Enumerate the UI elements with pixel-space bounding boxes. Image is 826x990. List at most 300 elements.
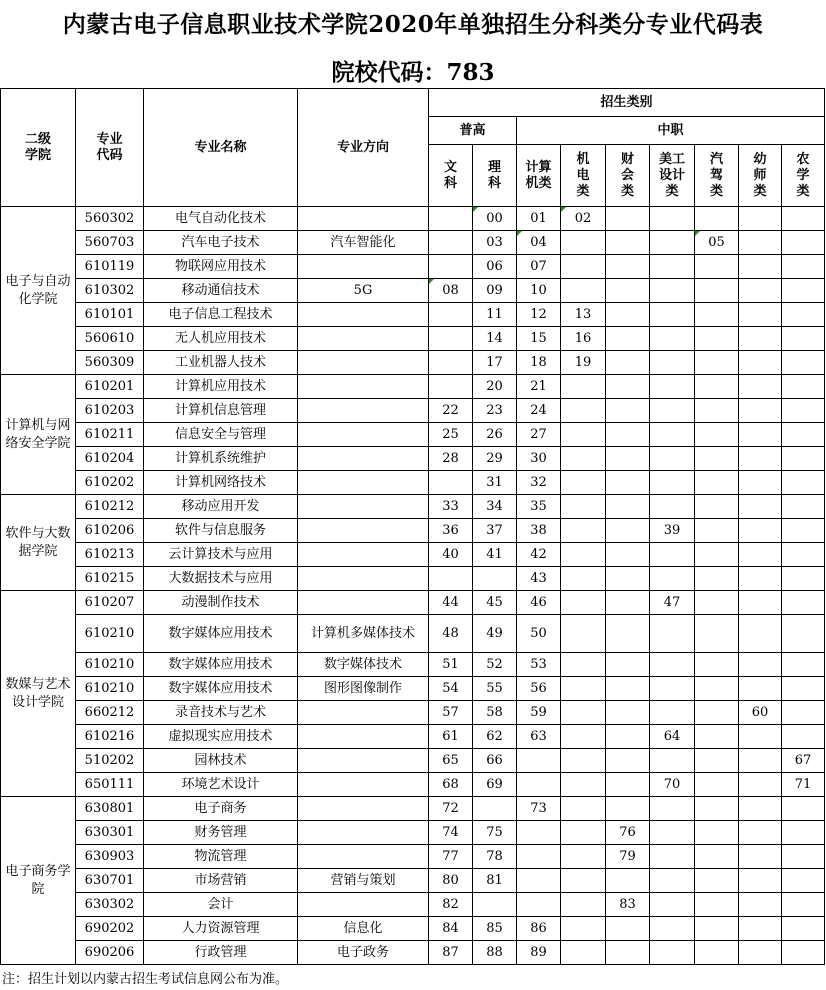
category-code-cell-nx xyxy=(782,615,825,653)
header-jidian: 机电类 xyxy=(561,145,606,207)
category-code-cell-jd xyxy=(561,869,606,893)
category-code-cell-mg xyxy=(650,495,695,519)
category-code-cell-jd: 19 xyxy=(561,351,606,375)
category-code-cell-ck xyxy=(606,471,650,495)
header-name: 专业名称 xyxy=(144,89,298,207)
category-code-cell-jd xyxy=(561,543,606,567)
header-college: 二级学院 xyxy=(1,89,76,207)
category-code-cell-lk: 78 xyxy=(473,845,517,869)
major-name-cell: 财务管理 xyxy=(144,821,298,845)
category-code-cell-jsj: 15 xyxy=(517,327,561,351)
header-zhongzhi: 中职 xyxy=(517,117,825,145)
major-direction-cell xyxy=(298,845,429,869)
major-code-cell: 630701 xyxy=(76,869,144,893)
category-code-cell-qj xyxy=(695,797,739,821)
category-code-cell-jd xyxy=(561,821,606,845)
major-code-cell: 610213 xyxy=(76,543,144,567)
major-direction-cell xyxy=(298,447,429,471)
college-cell: 计算机与网络安全学院 xyxy=(1,375,76,495)
category-code-cell-wk: 74 xyxy=(429,821,473,845)
category-code-cell-ys xyxy=(739,375,782,399)
table-row xyxy=(1,749,825,773)
category-code-cell-ck xyxy=(606,917,650,941)
table-row xyxy=(1,701,825,725)
category-code-cell-ys xyxy=(739,279,782,303)
category-code-cell-nx xyxy=(782,591,825,615)
major-name-cell: 数字媒体应用技术 xyxy=(144,677,298,701)
major-direction-cell xyxy=(298,773,429,797)
category-code-cell-jsj xyxy=(517,845,561,869)
category-code-cell-wk: 77 xyxy=(429,845,473,869)
category-code-cell-mg xyxy=(650,869,695,893)
category-code-cell-jd: 16 xyxy=(561,327,606,351)
category-code-cell-jsj: 24 xyxy=(517,399,561,423)
college-cell: 数媒与艺术设计学院 xyxy=(1,591,76,797)
category-code-cell-wk: 48 xyxy=(429,615,473,653)
category-code-cell-mg xyxy=(650,471,695,495)
category-code-cell-jd xyxy=(561,941,606,965)
footnote: 注：招生计划以内蒙古招生考试信息网公布为准。 xyxy=(2,972,289,987)
category-code-cell-wk xyxy=(429,207,473,231)
table-row xyxy=(1,207,825,231)
major-name-cell: 计算机系统维护 xyxy=(144,447,298,471)
category-code-cell-ck xyxy=(606,327,650,351)
category-code-cell-mg xyxy=(650,797,695,821)
major-name-cell: 录音技术与艺术 xyxy=(144,701,298,725)
category-code-cell-lk: 75 xyxy=(473,821,517,845)
category-code-cell-jsj: 86 xyxy=(517,917,561,941)
major-name-cell: 环境艺术设计 xyxy=(144,773,298,797)
category-code-cell-ck xyxy=(606,653,650,677)
category-code-cell-nx xyxy=(782,701,825,725)
category-code-cell-nx xyxy=(782,207,825,231)
major-code-cell: 610206 xyxy=(76,519,144,543)
category-code-cell-lk: 23 xyxy=(473,399,517,423)
major-name-cell: 计算机网络技术 xyxy=(144,471,298,495)
table-row xyxy=(1,917,825,941)
category-code-cell-jd xyxy=(561,471,606,495)
category-code-cell-nx xyxy=(782,495,825,519)
category-code-cell-mg xyxy=(650,893,695,917)
table-row xyxy=(1,255,825,279)
category-code-cell-qj xyxy=(695,255,739,279)
category-code-cell-jsj xyxy=(517,893,561,917)
category-code-cell-ys xyxy=(739,941,782,965)
major-code-cell: 610215 xyxy=(76,567,144,591)
category-code-cell-wk: 57 xyxy=(429,701,473,725)
category-code-cell-mg xyxy=(650,279,695,303)
major-name-cell: 市场营销 xyxy=(144,869,298,893)
category-code-cell-lk: 26 xyxy=(473,423,517,447)
table-header xyxy=(1,89,825,207)
category-code-cell-jd xyxy=(561,567,606,591)
category-code-cell-jsj: 43 xyxy=(517,567,561,591)
category-code-cell-ys xyxy=(739,471,782,495)
major-code-cell: 630302 xyxy=(76,893,144,917)
category-code-cell-wk: 40 xyxy=(429,543,473,567)
category-code-cell-ck: 79 xyxy=(606,845,650,869)
category-code-cell-jd xyxy=(561,701,606,725)
major-name-cell: 工业机器人技术 xyxy=(144,351,298,375)
major-code-cell: 610201 xyxy=(76,375,144,399)
category-code-cell-jd xyxy=(561,255,606,279)
page-title: 内蒙古电子信息职业技术学院2020年单独招生分科类分专业代码表 xyxy=(62,11,764,38)
school-code: 院校代码：783 xyxy=(331,59,495,86)
category-code-cell-qj xyxy=(695,845,739,869)
category-code-cell-ck xyxy=(606,495,650,519)
category-code-cell-jsj: 89 xyxy=(517,941,561,965)
category-code-cell-ck xyxy=(606,375,650,399)
category-code-cell-ck xyxy=(606,677,650,701)
category-code-cell-nx xyxy=(782,231,825,255)
major-direction-cell xyxy=(298,543,429,567)
major-direction-cell: 电子政务 xyxy=(298,941,429,965)
header-putong: 普高 xyxy=(429,117,517,145)
category-code-cell-wk: 22 xyxy=(429,399,473,423)
category-code-cell-qj xyxy=(695,725,739,749)
major-direction-cell xyxy=(298,797,429,821)
category-code-cell-jd xyxy=(561,615,606,653)
major-code-cell: 610210 xyxy=(76,653,144,677)
category-code-cell-mg xyxy=(650,567,695,591)
category-code-cell-jsj: 21 xyxy=(517,375,561,399)
major-direction-cell: 图形图像制作 xyxy=(298,677,429,701)
category-code-cell-qj xyxy=(695,495,739,519)
category-code-cell-lk: 00 xyxy=(473,207,517,231)
table-row xyxy=(1,399,825,423)
category-code-cell-jsj xyxy=(517,749,561,773)
category-code-cell-ys xyxy=(739,749,782,773)
category-code-cell-qj xyxy=(695,653,739,677)
category-code-cell-ys xyxy=(739,543,782,567)
category-code-cell-jd xyxy=(561,399,606,423)
category-code-cell-lk: 66 xyxy=(473,749,517,773)
category-code-cell-lk: 81 xyxy=(473,869,517,893)
category-code-cell-lk: 55 xyxy=(473,677,517,701)
category-code-cell-ck xyxy=(606,207,650,231)
major-direction-cell xyxy=(298,893,429,917)
major-name-cell: 信息安全与管理 xyxy=(144,423,298,447)
major-direction-cell xyxy=(298,327,429,351)
category-code-cell-lk: 88 xyxy=(473,941,517,965)
category-code-cell-lk xyxy=(473,893,517,917)
category-code-cell-wk: 44 xyxy=(429,591,473,615)
major-name-cell: 软件与信息服务 xyxy=(144,519,298,543)
category-code-cell-jd: 13 xyxy=(561,303,606,327)
category-code-cell-nx xyxy=(782,423,825,447)
category-code-cell-qj xyxy=(695,941,739,965)
category-code-cell-wk xyxy=(429,231,473,255)
category-code-cell-mg xyxy=(650,207,695,231)
category-code-cell-wk xyxy=(429,567,473,591)
major-code-cell: 690202 xyxy=(76,917,144,941)
category-code-cell-wk xyxy=(429,303,473,327)
category-code-cell-nx xyxy=(782,677,825,701)
category-code-cell-mg xyxy=(650,677,695,701)
category-code-cell-jsj: 27 xyxy=(517,423,561,447)
major-direction-cell xyxy=(298,821,429,845)
category-code-cell-nx xyxy=(782,845,825,869)
category-code-cell-qj xyxy=(695,471,739,495)
category-code-cell-mg xyxy=(650,845,695,869)
major-name-cell: 人力资源管理 xyxy=(144,917,298,941)
category-code-cell-ck: 83 xyxy=(606,893,650,917)
table-row xyxy=(1,327,825,351)
major-direction-cell: 汽车智能化 xyxy=(298,231,429,255)
category-code-cell-nx xyxy=(782,303,825,327)
major-name-cell: 云计算技术与应用 xyxy=(144,543,298,567)
category-code-cell-wk xyxy=(429,255,473,279)
category-code-cell-qj xyxy=(695,591,739,615)
major-name-cell: 物联网应用技术 xyxy=(144,255,298,279)
category-code-cell-qj xyxy=(695,207,739,231)
category-code-cell-lk: 85 xyxy=(473,917,517,941)
category-code-cell-jd xyxy=(561,423,606,447)
category-code-cell-qj xyxy=(695,303,739,327)
category-code-cell-ys xyxy=(739,255,782,279)
table-row xyxy=(1,677,825,701)
category-code-cell-jd xyxy=(561,591,606,615)
table-row xyxy=(1,773,825,797)
major-direction-cell xyxy=(298,495,429,519)
table-row xyxy=(1,543,825,567)
table-row xyxy=(1,423,825,447)
category-code-cell-jsj: 38 xyxy=(517,519,561,543)
category-code-cell-ck xyxy=(606,797,650,821)
category-code-cell-lk: 31 xyxy=(473,471,517,495)
category-code-cell-ys xyxy=(739,797,782,821)
category-code-cell-jsj xyxy=(517,773,561,797)
major-direction-cell: 信息化 xyxy=(298,917,429,941)
major-direction-cell xyxy=(298,701,429,725)
major-direction-cell xyxy=(298,725,429,749)
category-code-cell-jd xyxy=(561,749,606,773)
header-direction: 专业方向 xyxy=(298,89,429,207)
category-code-cell-qj xyxy=(695,519,739,543)
major-direction-cell xyxy=(298,471,429,495)
major-direction-cell xyxy=(298,399,429,423)
table-row xyxy=(1,471,825,495)
table-row xyxy=(1,495,825,519)
category-code-cell-qj xyxy=(695,279,739,303)
table-row xyxy=(1,231,825,255)
category-code-cell-jd xyxy=(561,375,606,399)
category-code-cell-wk: 33 xyxy=(429,495,473,519)
major-name-cell: 虚拟现实应用技术 xyxy=(144,725,298,749)
category-code-cell-jd xyxy=(561,447,606,471)
category-code-cell-jd xyxy=(561,845,606,869)
category-code-cell-mg xyxy=(650,303,695,327)
category-code-cell-ck xyxy=(606,773,650,797)
category-code-cell-lk: 41 xyxy=(473,543,517,567)
major-code-cell: 560302 xyxy=(76,207,144,231)
major-direction-cell: 营销与策划 xyxy=(298,869,429,893)
category-code-cell-nx xyxy=(782,447,825,471)
category-code-cell-wk: 54 xyxy=(429,677,473,701)
header-qijia: 汽驾类 xyxy=(695,145,739,207)
category-code-cell-mg xyxy=(650,255,695,279)
category-code-cell-lk: 11 xyxy=(473,303,517,327)
category-code-cell-jsj: 35 xyxy=(517,495,561,519)
category-code-cell-ys xyxy=(739,495,782,519)
category-code-cell-jd xyxy=(561,893,606,917)
major-direction-cell xyxy=(298,591,429,615)
category-code-cell-qj xyxy=(695,677,739,701)
category-code-cell-ys xyxy=(739,615,782,653)
category-code-cell-nx xyxy=(782,519,825,543)
header-code: 专业代码 xyxy=(76,89,144,207)
major-name-cell: 电子信息工程技术 xyxy=(144,303,298,327)
category-code-cell-qj xyxy=(695,917,739,941)
major-direction-cell xyxy=(298,207,429,231)
major-code-cell: 610207 xyxy=(76,591,144,615)
category-code-cell-wk xyxy=(429,375,473,399)
category-code-cell-ck xyxy=(606,869,650,893)
header-caikuai: 财会类 xyxy=(606,145,650,207)
category-code-cell-jd xyxy=(561,653,606,677)
category-code-cell-jsj: 10 xyxy=(517,279,561,303)
college-cell: 软件与大数据学院 xyxy=(1,495,76,591)
category-code-cell-jd xyxy=(561,495,606,519)
major-name-cell: 行政管理 xyxy=(144,941,298,965)
category-code-cell-ck xyxy=(606,399,650,423)
category-code-cell-ck xyxy=(606,255,650,279)
major-code-cell: 610210 xyxy=(76,677,144,701)
category-code-cell-ys xyxy=(739,423,782,447)
category-code-cell-ys: 60 xyxy=(739,701,782,725)
table-body xyxy=(1,207,825,965)
category-code-cell-qj xyxy=(695,701,739,725)
category-code-cell-lk: 62 xyxy=(473,725,517,749)
category-code-cell-jsj: 18 xyxy=(517,351,561,375)
category-code-cell-nx: 67 xyxy=(782,749,825,773)
category-code-cell-nx xyxy=(782,797,825,821)
category-code-cell-nx xyxy=(782,255,825,279)
category-code-cell-jd xyxy=(561,677,606,701)
category-code-cell-nx xyxy=(782,725,825,749)
category-code-cell-lk xyxy=(473,797,517,821)
category-code-cell-jsj xyxy=(517,821,561,845)
category-code-cell-qj xyxy=(695,543,739,567)
category-code-cell-wk: 36 xyxy=(429,519,473,543)
category-code-cell-mg xyxy=(650,941,695,965)
category-code-cell-ck xyxy=(606,615,650,653)
header-meigong: 美工设计类 xyxy=(650,145,695,207)
category-code-cell-wk: 51 xyxy=(429,653,473,677)
category-code-cell-jsj: 32 xyxy=(517,471,561,495)
category-code-cell-lk: 45 xyxy=(473,591,517,615)
category-code-cell-jsj: 50 xyxy=(517,615,561,653)
category-code-cell-nx xyxy=(782,567,825,591)
category-code-cell-nx xyxy=(782,471,825,495)
category-code-cell-ys xyxy=(739,773,782,797)
category-code-cell-ck xyxy=(606,303,650,327)
category-code-cell-mg: 47 xyxy=(650,591,695,615)
category-code-cell-ys xyxy=(739,207,782,231)
header-nongxue: 农学类 xyxy=(782,145,825,207)
major-name-cell: 物流管理 xyxy=(144,845,298,869)
category-code-cell-qj xyxy=(695,821,739,845)
category-code-cell-ys xyxy=(739,893,782,917)
category-code-cell-ys xyxy=(739,821,782,845)
category-code-cell-jsj: 01 xyxy=(517,207,561,231)
category-code-cell-qj xyxy=(695,447,739,471)
category-code-cell-ck xyxy=(606,231,650,255)
category-code-cell-wk: 87 xyxy=(429,941,473,965)
category-code-cell-ck xyxy=(606,543,650,567)
major-name-cell: 电气自动化技术 xyxy=(144,207,298,231)
category-code-cell-nx xyxy=(782,917,825,941)
category-code-cell-ys xyxy=(739,725,782,749)
category-code-cell-lk: 37 xyxy=(473,519,517,543)
major-code-cell: 650111 xyxy=(76,773,144,797)
category-code-cell-ys xyxy=(739,447,782,471)
category-code-cell-ys xyxy=(739,351,782,375)
category-code-cell-jd xyxy=(561,917,606,941)
category-code-cell-qj xyxy=(695,615,739,653)
table-row xyxy=(1,375,825,399)
category-code-cell-ck xyxy=(606,725,650,749)
category-code-cell-jsj: 04 xyxy=(517,231,561,255)
major-name-cell: 数字媒体应用技术 xyxy=(144,653,298,677)
category-code-cell-jd xyxy=(561,725,606,749)
category-code-cell-wk: 72 xyxy=(429,797,473,821)
major-name-cell: 计算机应用技术 xyxy=(144,375,298,399)
category-code-cell-qj xyxy=(695,567,739,591)
category-code-cell-nx xyxy=(782,399,825,423)
category-code-cell-jd xyxy=(561,231,606,255)
category-code-cell-qj xyxy=(695,351,739,375)
table-row xyxy=(1,797,825,821)
table-row xyxy=(1,351,825,375)
category-code-cell-wk xyxy=(429,471,473,495)
category-code-cell-mg xyxy=(650,615,695,653)
category-code-cell-nx xyxy=(782,543,825,567)
major-name-cell: 数字媒体应用技术 xyxy=(144,615,298,653)
category-code-cell-ck xyxy=(606,423,650,447)
category-code-cell-ck xyxy=(606,447,650,471)
category-code-cell-ck xyxy=(606,279,650,303)
major-direction-cell xyxy=(298,303,429,327)
category-code-cell-ys xyxy=(739,519,782,543)
major-code-cell: 560610 xyxy=(76,327,144,351)
category-code-cell-mg xyxy=(650,327,695,351)
table-row xyxy=(1,447,825,471)
table-row xyxy=(1,591,825,615)
major-direction-cell: 5G xyxy=(298,279,429,303)
major-code-cell: 660212 xyxy=(76,701,144,725)
category-code-cell-lk: 14 xyxy=(473,327,517,351)
college-cell: 电子商务学院 xyxy=(1,797,76,965)
category-code-cell-ys xyxy=(739,845,782,869)
category-code-cell-wk: 68 xyxy=(429,773,473,797)
category-code-cell-mg xyxy=(650,231,695,255)
category-code-cell-jd xyxy=(561,773,606,797)
major-name-cell: 动漫制作技术 xyxy=(144,591,298,615)
category-code-cell-jsj: 46 xyxy=(517,591,561,615)
category-code-cell-qj xyxy=(695,375,739,399)
category-code-cell-lk: 29 xyxy=(473,447,517,471)
category-code-cell-nx xyxy=(782,893,825,917)
table-row xyxy=(1,821,825,845)
category-code-cell-wk: 82 xyxy=(429,893,473,917)
category-code-cell-mg xyxy=(650,821,695,845)
category-code-cell-ck xyxy=(606,749,650,773)
category-code-cell-lk: 34 xyxy=(473,495,517,519)
category-code-cell-ys xyxy=(739,653,782,677)
table-row xyxy=(1,845,825,869)
category-code-cell-ck xyxy=(606,591,650,615)
